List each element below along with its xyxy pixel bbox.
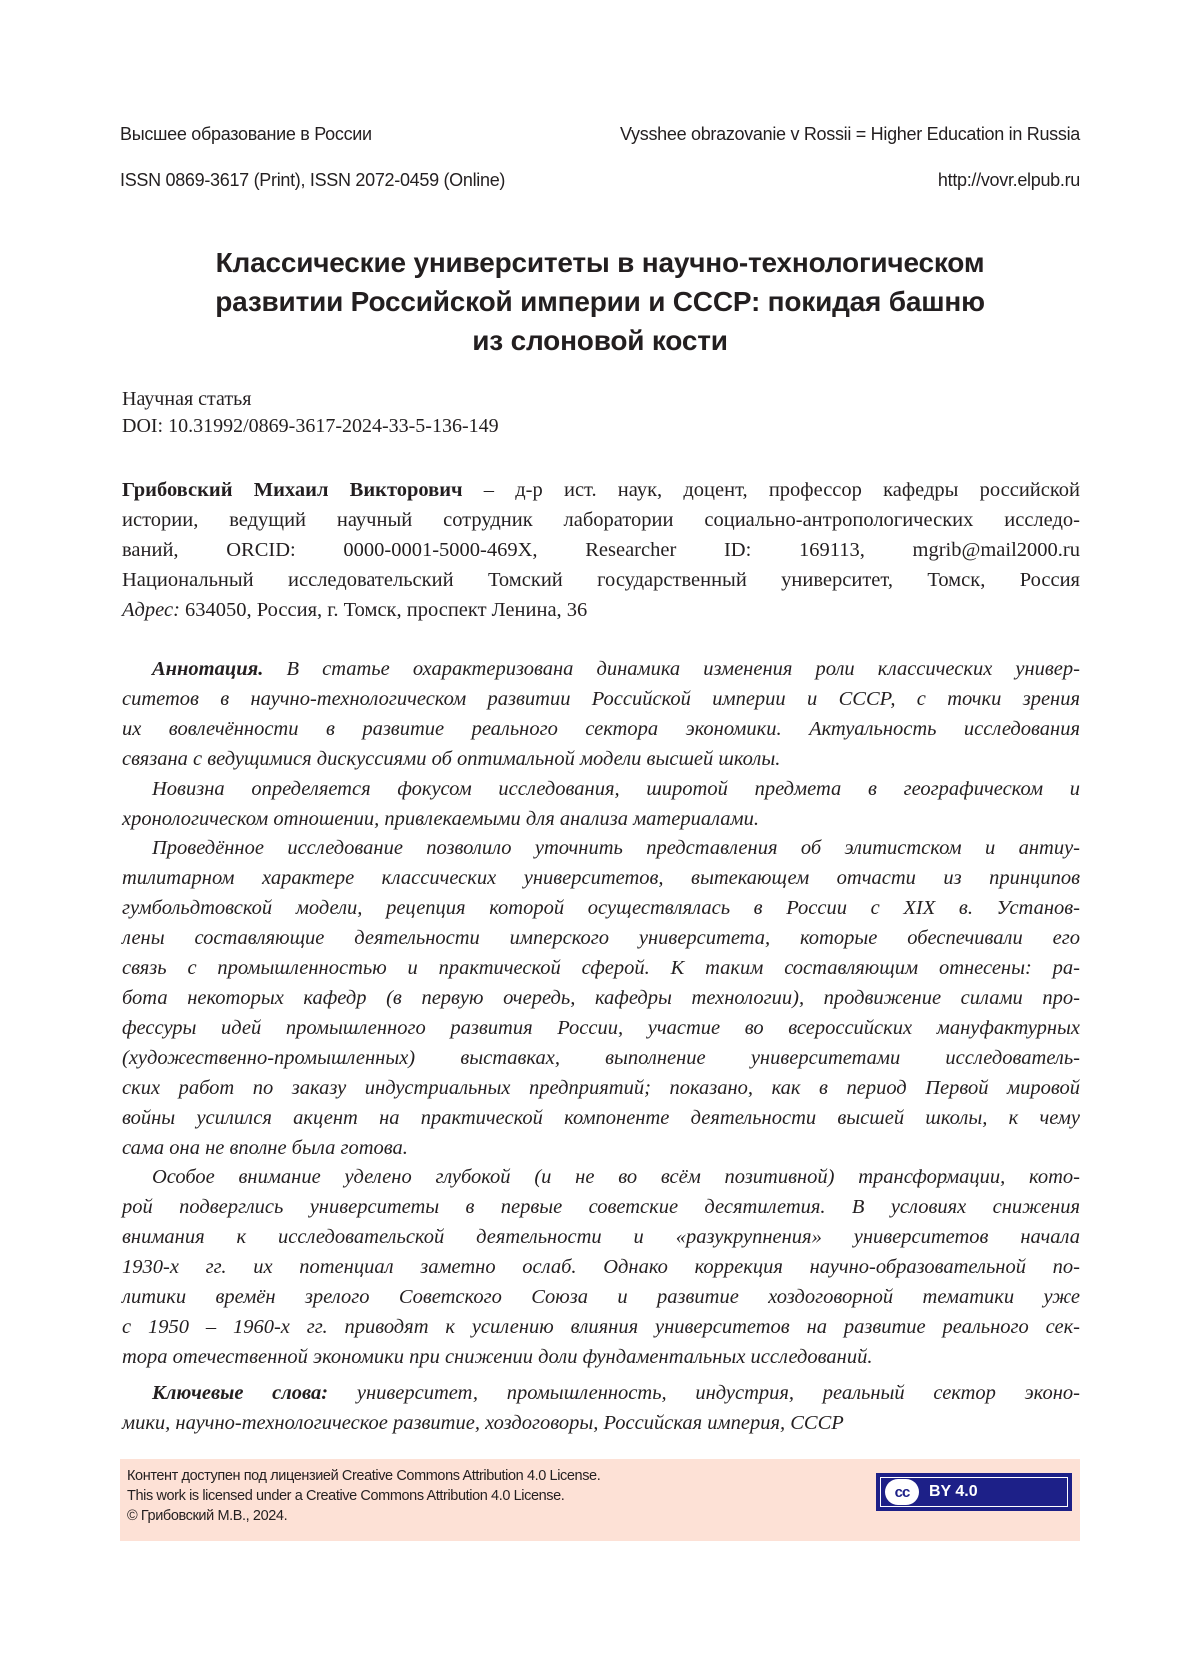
author-degree: – д-р ист. наук, доцент, профессор кафедры российской: [462, 479, 1081, 501]
journal-name-en: Vysshee obrazovanie v Rossii = Higher Education in Russia: [620, 124, 1080, 144]
abstract-line: Проведённое исследование позволило уточнить представления об элитистском и антиу-: [152, 837, 1080, 860]
cc-license-version: BY 4.0: [929, 1483, 978, 1500]
abstract-line: связана с ведущимися дискуссиями об оптимальной модели высшей школы.: [122, 747, 781, 770]
title-line: из слоновой кости: [472, 325, 728, 356]
abstract-line: литики времён зрелого Советского Союза и развитие хоздоговорной тематики уже: [122, 1286, 1080, 1309]
cc-by-badge[interactable]: [876, 1473, 1072, 1511]
abstract-line: В статье охарактеризована динамика изменения роли классических универ-: [263, 658, 1080, 680]
license-box: [120, 1459, 1080, 1541]
issn: ISSN 0869-3617 (Print), ISSN 2072-0459 (Online): [120, 170, 506, 190]
copyright: © Грибовский М.В., 2024.: [127, 1508, 288, 1524]
abstract-line: 1930-х гг. их потенциал заметно ослаб. Однако коррекция научно-образовательной по-: [122, 1256, 1080, 1279]
author-position: истории, ведущий научный сотрудник лаборатории социально-антропологических исследо-: [122, 509, 1080, 531]
keywords-label: Ключевые слова:: [152, 1381, 329, 1404]
abstract-line: Особое внимание уделено глубокой (и не во всём позитивной) трансформации, кото-: [152, 1166, 1080, 1189]
keywords-line: университет, промышленность, индустрия, реальный сектор эконо-: [328, 1381, 1080, 1404]
author-name: Грибовский Михаил Викторович: [122, 479, 463, 501]
license-text-en: This work is licensed under a Creative Commons Attribution 4.0 License.: [127, 1488, 565, 1504]
abstract-line: внимания к исследовательской деятельности и «разукрупнения» университетов начала: [122, 1226, 1080, 1249]
address-label: Адрес:: [122, 599, 180, 621]
license-text-ru: Контент доступен под лицензией Creative Commons Attribution 4.0 License.: [127, 1468, 601, 1484]
abstract-line: тора отечественной экономики при снижении доли фундаментальных исследований.: [122, 1345, 873, 1368]
abstract-line: ских работ по заказу индустриальных предприятий; показано, как в период Первой мировой: [122, 1076, 1080, 1099]
abstract: [122, 655, 1080, 1439]
abstract-line: (художественно-промышленных) выставках, выполнение университетами исследователь-: [122, 1046, 1080, 1069]
title-line: Классические университеты в научно-технологическом: [215, 247, 985, 278]
author-affiliation: Национальный исследовательский Томский государственный университет, Томск, Россия: [122, 569, 1080, 591]
abstract-line: тилитарном характере классических университетов, вытекающем отчасти из принципов: [122, 867, 1080, 890]
author-block: [122, 475, 1080, 625]
abstract-line: бота некоторых кафедр (в первую очередь, кафедры технологии), продвижение силами про-: [122, 986, 1080, 1009]
abstract-line: лены составляющие деятельности имперского университета, которые обеспечивали его: [122, 927, 1080, 950]
abstract-line: сама она не вполне была готова.: [122, 1136, 408, 1159]
article-title: [120, 243, 1080, 360]
journal-name-ru: Высшее образование в России: [120, 124, 372, 144]
article-type: Научная статья: [122, 388, 252, 410]
abstract-line: с 1950 – 1960-х гг. приводят к усилению влияния университетов на развитие реального сек-: [122, 1315, 1080, 1338]
abstract-line: войны усилился акцент на практической компоненте деятельности высшей школы, к чему: [122, 1106, 1080, 1129]
journal-url[interactable]: http://vovr.elpub.ru: [937, 170, 1080, 190]
abstract-line: ситетов в научно-технологическом развитии Российской империи и СССР, с точки зрения: [122, 687, 1080, 710]
creative-commons-icon: cc: [885, 1479, 919, 1505]
abstract-line: их вовлечённости в развитие реального сектора экономики. Актуальность исследования: [122, 717, 1080, 740]
doi[interactable]: DOI: 10.31992/0869-3617-2024-33-5-136-149: [122, 415, 499, 437]
abstract-label: Аннотация.: [152, 658, 264, 680]
abstract-line: фессуры идей промышленного развития России, участие во всероссийских мануфактурных: [122, 1016, 1080, 1039]
abstract-line: Новизна определяется фокусом исследования, широтой предмета в географическом и: [152, 777, 1080, 800]
keywords: [122, 1379, 1080, 1409]
abstract-line: связь с промышленностью и практической сферой. К таким составляющим отнесены: ра-: [122, 957, 1080, 980]
abstract-line: гумбольдтовской модели, рецепция которой осуществлялась в России с XIX в. Установ-: [122, 897, 1080, 920]
title-line: развитии Российской империи и СССР: покидая башню: [215, 286, 985, 317]
keywords-line: мики, научно-технологическое развитие, хоздоговоры, Российская империя, СССР: [122, 1411, 844, 1434]
author-ids: ваний, ORCID: 0000-0001-5000-469X, Researcher ID: 169113, mgrib@mail2000.ru: [122, 539, 1080, 561]
abstract-line: хронологическом отношении, привлекаемыми для анализа материалами.: [122, 807, 759, 830]
abstract-line: рой подверглись университеты в первые советские десятилетия. В условиях снижения: [122, 1196, 1080, 1219]
author-address: 634050, Россия, г. Томск, проспект Ленина, 36: [179, 599, 588, 621]
